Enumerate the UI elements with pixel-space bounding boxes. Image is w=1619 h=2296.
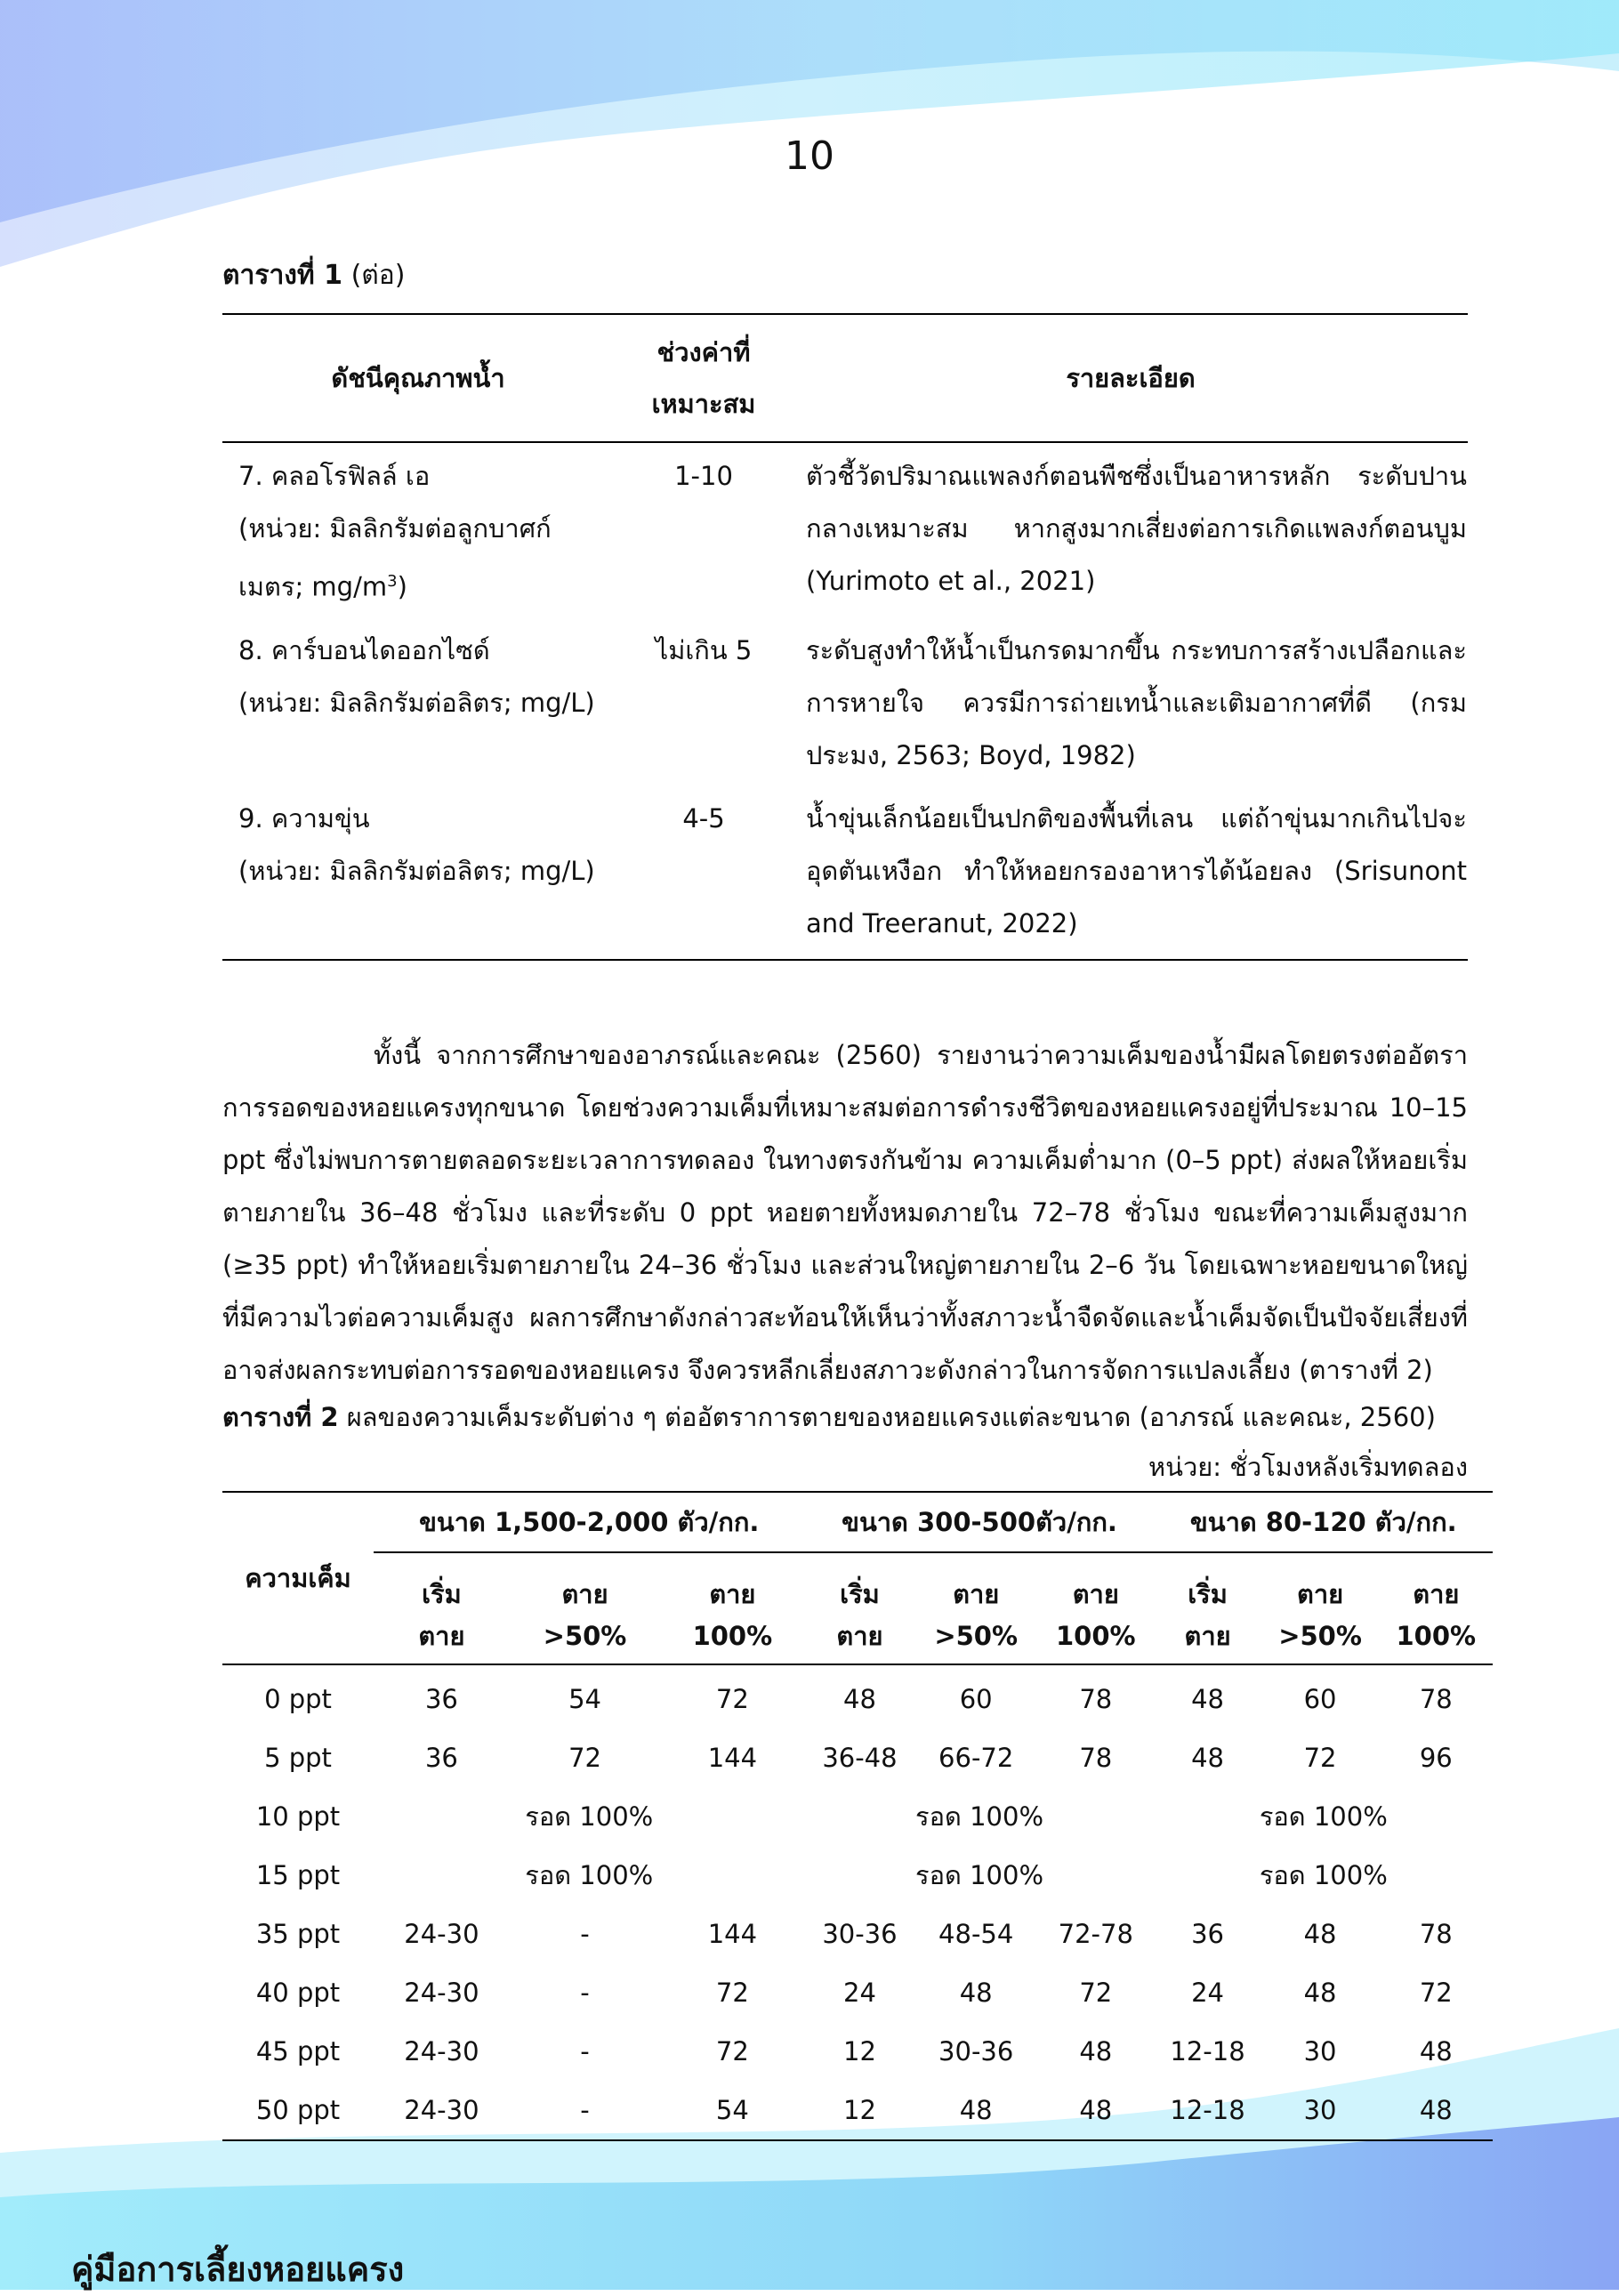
water-quality-table <box>222 313 1468 961</box>
value-cell: 66-72 <box>938 1743 1014 1773</box>
value-cell: 48 <box>1191 1743 1224 1773</box>
survive-cell: รอด 100% <box>915 1860 1043 1890</box>
header-salinity: ความเค็ม <box>222 1492 374 1664</box>
survive-cell: รอด 100% <box>1259 1801 1388 1832</box>
table-row <box>222 1905 1493 1963</box>
value-cell: 30-36 <box>822 1919 898 1949</box>
table2-body <box>222 1664 1493 2140</box>
table-row <box>222 1846 1493 1905</box>
unit-superscript: 3 <box>387 572 398 591</box>
table-row <box>222 1664 1493 1728</box>
value-cell: 60 <box>1303 1684 1337 1714</box>
table2-unit-note: หน่วย: ชั่วโมงหลังเริ่มทดลอง <box>1148 1452 1468 1482</box>
table2-caption-text: ผลของความเค็มระดับต่าง ๆ ต่ออัตราการตายของหอยแครงแต่ละขนาด (อาภรณ์ และคณะ, 2560) <box>338 1402 1436 1432</box>
value-cell: 78 <box>1419 1919 1453 1949</box>
value-cell: 72 <box>715 2036 749 2066</box>
table2-sub-header-row-1 <box>222 1552 1493 1608</box>
table1-header-row <box>222 314 1468 442</box>
value-cell: 36 <box>424 1684 458 1714</box>
row-index-cell <box>222 617 614 785</box>
value-cell: - <box>580 1919 590 1949</box>
value-cell: 48 <box>843 1684 876 1714</box>
value-cell: 30-36 <box>938 2036 1014 2066</box>
value-cell: 72 <box>568 1743 601 1773</box>
sub-header: >50% <box>1261 1608 1380 1664</box>
row-name: 8. คาร์บอนไดออกไซด์ <box>238 634 490 665</box>
value-cell: 30 <box>1303 2036 1337 2066</box>
sub-header: ตาย <box>1413 1579 1460 1609</box>
row-range: ไม่เกิน 5 <box>655 634 753 665</box>
value-cell: 72 <box>1303 1743 1337 1773</box>
sub-header: ตาย <box>804 1608 914 1664</box>
value-cell: 24-30 <box>374 2081 510 2140</box>
value-cell: 12 <box>804 2081 914 2140</box>
value-cell: 48 <box>1419 2036 1453 2066</box>
sub-header: ตาย <box>1155 1608 1261 1664</box>
sub-header: >50% <box>914 1608 1037 1664</box>
row-unit-line2 <box>238 555 613 614</box>
value-cell: 78 <box>1079 1743 1113 1773</box>
salinity-cell: 10 ppt <box>255 1801 341 1832</box>
value-cell: 24-30 <box>404 2036 479 2066</box>
group-header-small: ขนาด 1,500-2,000 ตัว/กก. <box>374 1492 804 1552</box>
sub-header: ตาย <box>374 1608 510 1664</box>
survive-cell: รอด 100% <box>525 1801 654 1832</box>
table2-caption <box>222 1397 1436 1438</box>
header-details: รายละเอียด <box>793 314 1468 442</box>
value-cell: 12-18 <box>1170 2036 1245 2066</box>
salinity-cell: 35 ppt <box>255 1919 341 1949</box>
value-cell: 72-78 <box>1058 1919 1133 1949</box>
table-row <box>222 1787 1493 1846</box>
row-range: 1-10 <box>674 461 733 491</box>
row-name: 9. ความขุ่น <box>238 802 370 834</box>
value-cell: 48 <box>1380 2081 1493 2140</box>
group-header-medium: ขนาด 300-500ตัว/กก. <box>804 1492 1154 1552</box>
value-cell: 72 <box>715 1684 749 1714</box>
header-range-line2: เหมาะสม <box>651 389 756 419</box>
row-details: น้ำขุ่นเล็กน้อยเป็นปกติของพื้นที่เลน แต่ถ้าขุ่นมากเกินไปจะอุดตันเหงือก ทำให้หอยกรองอาหารได้น้อยลง (Srisunont and Treeranut, 2022) <box>793 785 1468 960</box>
value-cell: 12 <box>843 2036 876 2066</box>
value-cell: 48 <box>1303 1978 1337 2008</box>
table2-sub-header-row-2 <box>222 1608 1493 1664</box>
value-cell: 24 <box>1191 1978 1224 2008</box>
value-cell: 72 <box>1079 1978 1113 2008</box>
sub-header: เริ่ม <box>840 1579 880 1609</box>
sub-header: 100% <box>660 1608 804 1664</box>
value-cell: 78 <box>1079 1684 1113 1714</box>
value-cell: 48 <box>1191 1684 1224 1714</box>
value-cell: 36-48 <box>822 1743 898 1773</box>
table1-caption <box>222 254 405 296</box>
value-cell: - <box>510 2081 660 2140</box>
salinity-cell: 15 ppt <box>255 1860 341 1890</box>
salinity-table <box>222 1491 1493 2141</box>
salinity-cell: 5 ppt <box>264 1743 332 1773</box>
table-row <box>222 617 1468 785</box>
sub-header: ตาย <box>953 1579 1000 1609</box>
value-cell: 72 <box>715 1978 749 2008</box>
value-cell: 72 <box>1419 1978 1453 2008</box>
salinity-cell: 40 ppt <box>255 1978 341 2008</box>
value-cell: 24 <box>843 1978 876 2008</box>
value-cell: 24-30 <box>404 1919 479 1949</box>
value-cell: 144 <box>707 1919 758 1949</box>
value-cell: 48-54 <box>938 1919 1014 1949</box>
value-cell: 48 <box>914 2081 1037 2140</box>
sub-header: ตาย <box>561 1579 608 1609</box>
value-cell: 24-30 <box>404 1978 479 2008</box>
sub-header: ตาย <box>1072 1579 1119 1609</box>
header-index: ดัชนีคุณภาพน้ำ <box>222 314 614 442</box>
table-row <box>222 1963 1493 2022</box>
row-name: 7. คลอโรฟิลล์ เอ <box>238 461 431 491</box>
value-cell: 48 <box>1079 2036 1113 2066</box>
value-cell: - <box>580 2036 590 2066</box>
row-range: 4-5 <box>614 785 793 960</box>
row-index-cell <box>222 442 614 617</box>
value-cell: 48 <box>959 1978 993 2008</box>
value-cell: 144 <box>707 1743 758 1773</box>
sub-header: ตาย <box>709 1579 756 1609</box>
sub-header: >50% <box>510 1608 660 1664</box>
row-index-cell <box>222 785 614 960</box>
value-cell: 78 <box>1419 1684 1453 1714</box>
row-details: ระดับสูงทำให้น้ำเป็นกรดมากขึ้น กระทบการสร้างเปลือกและการหายใจ ควรมีการถ่ายเทน้ำและเติมอากาศที่ดี (กรมประมง, 2563; Boyd, 1982) <box>806 634 1467 770</box>
salinity-cell: 0 ppt <box>264 1684 332 1714</box>
sub-header: เริ่ม <box>422 1579 462 1609</box>
survive-cell: รอด 100% <box>1259 1860 1388 1890</box>
value-cell: 36 <box>424 1743 458 1773</box>
unit-close: ) <box>397 571 407 602</box>
value-cell: - <box>580 1978 590 2008</box>
row-unit: (หน่วย: มิลลิกรัมต่อลิตร; mg/L) <box>238 855 595 886</box>
page-number: 10 <box>785 133 834 179</box>
value-cell: 30 <box>1261 2081 1380 2140</box>
sub-header: 100% <box>1380 1608 1493 1664</box>
salinity-cell: 50 ppt <box>222 2081 374 2140</box>
row-details: ตัวชี้วัดปริมาณแพลงก์ตอนพืชซึ่งเป็นอาหารหลัก ระดับปานกลางเหมาะสม หากสูงมากเสี่ยงต่อการเกิดแพลงก์ตอนบูม (Yurimoto et al., 2021) <box>806 461 1467 596</box>
table2-caption-label: ตารางที่ 2 <box>222 1402 339 1432</box>
unit-text: เมตร; mg/m <box>238 571 388 602</box>
row-unit: (หน่วย: มิลลิกรัมต่อลิตร; mg/L) <box>238 687 595 718</box>
table1-caption-suffix: (ต่อ) <box>342 260 406 291</box>
value-cell: 96 <box>1419 1743 1453 1773</box>
table2-group-header-row <box>222 1492 1493 1552</box>
header-range <box>614 314 793 442</box>
group-header-large: ขนาด 80-120 ตัว/กก. <box>1155 1492 1493 1552</box>
value-cell: 12-18 <box>1155 2081 1261 2140</box>
survive-cell: รอด 100% <box>915 1801 1043 1832</box>
value-cell: 36 <box>1191 1919 1224 1949</box>
value-cell: 60 <box>959 1684 993 1714</box>
sub-header: ตาย <box>1297 1579 1344 1609</box>
row-unit: (หน่วย: มิลลิกรัมต่อลูกบาศก์ <box>238 513 552 544</box>
table-row <box>222 2022 1493 2081</box>
header-range-line1: ช่วงค่าที่ <box>656 337 751 367</box>
value-cell: 54 <box>568 1684 601 1714</box>
salinity-cell: 45 ppt <box>255 2036 341 2066</box>
value-cell: 48 <box>1303 1919 1337 1949</box>
table1-caption-label: ตารางที่ 1 <box>222 260 343 291</box>
table-row <box>222 785 1468 960</box>
value-cell: 48 <box>1037 2081 1155 2140</box>
value-cell: 54 <box>660 2081 804 2140</box>
survive-cell: รอด 100% <box>525 1860 654 1890</box>
sub-header: เริ่ม <box>1188 1579 1228 1609</box>
body-paragraph: ทั้งนี้ จากการศึกษาของอาภรณ์และคณะ (2560) รายงานว่าความเค็มของน้ำมีผลโดยตรงต่ออัตราการรอดของหอยแครงทุกขนาด โดยช่วงความเค็มที่เหมาะสมต่อการดำรงชีวิตของหอยแครงอยู่ที่ประมาณ 10–15 ppt ซึ่งไม่พบการตายตลอดระยะเวลาการทดลอง ในทางตรงกันข้าม ความเค็มต่ำมาก (0–5 ppt) ส่งผลให้หอยเริ่มตายภายใน 36–48 ชั่วโมง และที่ระดับ 0 ppt หอยตายทั้งหมดภายใน 72–78 ชั่วโมง ขณะที่ความเค็มสูงมาก (≥35 ppt) ทำให้หอยเริ่มตายภายใน 24–36 ชั่วโมง และส่วนใหญ่ตายภายใน 2–6 วัน โดยเฉพาะหอยขนาดใหญ่ที่มีความไวต่อความเค็มสูง ผลการศึกษาดังกล่าวสะท้อนให้เห็นว่าทั้งสภาวะน้ำจืดจัดและน้ำเค็มจัดเป็นปัจจัยเสี่ยงที่อาจส่งผลกระทบต่อการรอดของหอยแครง จึงควรหลีกเลี่ยงสภาวะดังกล่าวในการจัดการแปลงเลี้ยง (ตารางที่ 2) <box>222 1040 1468 1385</box>
sub-header: 100% <box>1037 1608 1155 1664</box>
table-row <box>222 2081 1493 2140</box>
footer-title: คู่มือการเลี้ยงหอยแครง <box>71 2250 405 2289</box>
table-row <box>222 442 1468 617</box>
table-row <box>222 1728 1493 1787</box>
